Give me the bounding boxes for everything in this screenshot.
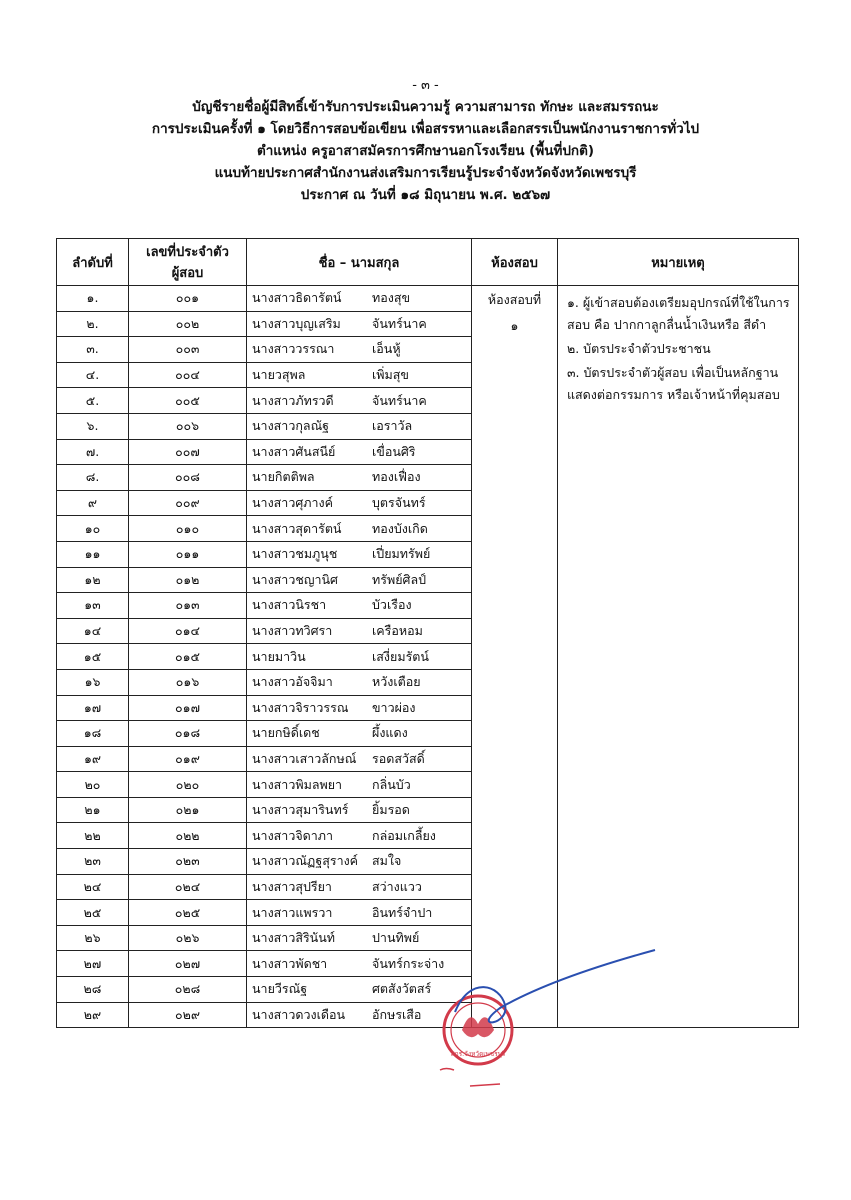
cell-order: ๑๔ bbox=[57, 618, 129, 644]
cell-exam-id: ๐๑๔ bbox=[129, 618, 247, 644]
cell-exam-id: ๐๒๒ bbox=[129, 823, 247, 849]
cell-order: ๑๕ bbox=[57, 644, 129, 670]
cell-order: ๒๕ bbox=[57, 900, 129, 926]
first-name: นายมาวิน bbox=[252, 648, 306, 664]
cell-exam-id: ๐๒๓ bbox=[129, 849, 247, 875]
first-name: นางสาวสุดารัตน์ bbox=[252, 520, 342, 536]
cell-order: ๒๘ bbox=[57, 977, 129, 1003]
last-name: บัวเรือง bbox=[372, 597, 412, 613]
cell-order: ๒๔ bbox=[57, 874, 129, 900]
first-name: นางสาวกุลณัฐ bbox=[252, 418, 330, 434]
cell-order: ๒. bbox=[57, 311, 129, 337]
last-name: สมใจ bbox=[372, 853, 402, 869]
last-name: เครือหอม bbox=[372, 623, 423, 639]
cell-order: ๒๐ bbox=[57, 772, 129, 798]
first-name: นางสาววรรณา bbox=[252, 341, 335, 357]
last-name: เอราวัล bbox=[372, 418, 413, 434]
last-name: อักษรเสือ bbox=[372, 1006, 422, 1022]
seal-mark bbox=[470, 1084, 500, 1086]
first-name: นางสาวณัฏฐสุรางค์ bbox=[252, 853, 359, 869]
first-name: นางสาวชมภูนุช bbox=[252, 546, 338, 562]
last-name: ทองสุข bbox=[372, 290, 411, 306]
cell-exam-id: ๐๑๑ bbox=[129, 541, 247, 567]
cell-order: ๑๐ bbox=[57, 516, 129, 542]
cell-exam-id: ๐๑๙ bbox=[129, 746, 247, 772]
first-name: นางสาวเสาวลักษณ์ bbox=[252, 750, 357, 766]
cell-exam-id: ๐๐๕ bbox=[129, 388, 247, 414]
first-name: นางสาวสิรินันท์ bbox=[252, 930, 336, 946]
header-order: ลำดับที่ bbox=[57, 239, 129, 286]
seal-text: สกร.จังหวัดเพชรบุรี bbox=[450, 1050, 506, 1058]
room-number: ๑ bbox=[510, 318, 519, 333]
cell-order: ๒๙ bbox=[57, 1002, 129, 1028]
cell-order: ๑๓ bbox=[57, 593, 129, 619]
last-name: ทรัพย์ศิลป์ bbox=[372, 571, 427, 587]
note-item: ๓. บัตรประจำตัวผู้สอบ เพื่อเป็นหลักฐานแสดงต่อกรรมการ หรือเจ้าหน้าที่คุมสอบ bbox=[567, 365, 780, 402]
cell-order: ๗. bbox=[57, 439, 129, 465]
header-exam-id-line-1: เลขที่ประจำตัว bbox=[146, 245, 229, 260]
last-name: ทองเฟื่อง bbox=[372, 469, 421, 485]
cell-exam-id: ๐๒๔ bbox=[129, 874, 247, 900]
cell-exam-id: ๐๑๘ bbox=[129, 721, 247, 747]
heading-line-1: บัญชีรายชื่อผู้มีสิทธิ์เข้ารับการประเมินความรู้ ความสามารถ ทักษะ และสมรรถนะ bbox=[192, 99, 659, 115]
cell-order: ๙ bbox=[57, 490, 129, 516]
first-name: นางสาวพิมลพยา bbox=[252, 776, 343, 792]
last-name: ขาวผ่อง bbox=[372, 699, 416, 715]
last-name: บุตรจันทร์ bbox=[372, 495, 426, 511]
first-name: นางสาวธิดารัตน์ bbox=[252, 290, 342, 306]
first-name: นางสาวแพรวา bbox=[252, 904, 333, 920]
last-name: ยิ้มรอด bbox=[372, 802, 410, 818]
cell-exam-id: ๐๑๓ bbox=[129, 593, 247, 619]
cell-order: ๕. bbox=[57, 388, 129, 414]
header-name: ชื่อ – นามสกุล bbox=[247, 239, 472, 286]
last-name: จันทร์กระจ่าง bbox=[372, 955, 445, 971]
cell-exam-id: ๐๑๐ bbox=[129, 516, 247, 542]
room-label: ห้องสอบที่ bbox=[487, 292, 542, 307]
first-name: นางสาวสุมารินทร์ bbox=[252, 802, 349, 818]
cell-order: ๑๙ bbox=[57, 746, 129, 772]
cell-order: ๖. bbox=[57, 413, 129, 439]
cell-exam-id: ๐๐๖ bbox=[129, 413, 247, 439]
first-name: นางสาวนิรชา bbox=[252, 597, 327, 613]
heading-line-2: การประเมินครั้งที่ ๑ โดยวิธีการสอบข้อเขียน เพื่อสรรหาและเลือกสรรเป็นพนักงานราชการทั่วไป bbox=[151, 121, 700, 137]
first-name: นายกิตติพล bbox=[252, 469, 315, 485]
first-name: นางสาวดวงเดือน bbox=[252, 1006, 346, 1022]
first-name: นางสาวอัจจิมา bbox=[252, 674, 333, 690]
last-name: อินทร์จำปา bbox=[372, 904, 433, 920]
cell-order: ๑. bbox=[57, 286, 129, 312]
cell-exam-id: ๐๐๔ bbox=[129, 362, 247, 388]
cell-order: ๑๘ bbox=[57, 721, 129, 747]
heading-line-5: ประกาศ ณ วันที่ ๑๘ มิถุนายน พ.ศ. ๒๕๖๗ bbox=[300, 187, 551, 203]
header-exam-id-line-2: ผู้สอบ bbox=[171, 266, 204, 281]
cell-order: ๑๖ bbox=[57, 669, 129, 695]
cell-order: ๓. bbox=[57, 337, 129, 363]
cell-order: ๘. bbox=[57, 465, 129, 491]
cell-exam-id: ๐๒๐ bbox=[129, 772, 247, 798]
cell-exam-id: ๐๑๕ bbox=[129, 644, 247, 670]
first-name: นางสาวทวิศรา bbox=[252, 623, 333, 639]
first-name: นางสาวภัทรวดี bbox=[252, 392, 334, 408]
last-name: หวังเตือย bbox=[372, 674, 421, 690]
last-name: ผึ้งแดง bbox=[372, 725, 408, 741]
cell-order: ๑๒ bbox=[57, 567, 129, 593]
cell-order: ๒๖ bbox=[57, 925, 129, 951]
heading-line-3: ตำแหน่ง ครูอาสาสมัครการศึกษานอกโรงเรียน (พื้นที่ปกติ) bbox=[256, 143, 595, 159]
last-name: เพิ่มสุข bbox=[372, 367, 409, 383]
first-name: นางสาวจิราวรรณ bbox=[252, 699, 349, 715]
cell-exam-id: ๐๐๗ bbox=[129, 439, 247, 465]
note-item: ๑. ผู้เข้าสอบต้องเตรียมอุปกรณ์ที่ใช้ในการสอบ คือ ปากกาลูกลื่นน้ำเงินหรือ สีดำ bbox=[567, 295, 790, 332]
page-number: - ๓ - bbox=[412, 78, 439, 93]
cell-order: ๒๑ bbox=[57, 797, 129, 823]
last-name: ทองบังเกิด bbox=[372, 520, 428, 536]
cell-exam-id: ๐๐๒ bbox=[129, 311, 247, 337]
last-name: สว่างแวว bbox=[372, 878, 422, 894]
cell-exam-id: ๐๐๓ bbox=[129, 337, 247, 363]
first-name: นายกษิดิ์เดช bbox=[252, 725, 320, 741]
last-name: เขื่อนศิริ bbox=[372, 443, 416, 459]
last-name: กล่อมเกลี้ยง bbox=[372, 827, 436, 843]
last-name: รอดสวัสดิ์ bbox=[372, 750, 425, 766]
cell-exam-id: ๐๒๗ bbox=[129, 951, 247, 977]
last-name: จันทร์นาค bbox=[372, 392, 427, 408]
first-name: นายวสุพล bbox=[252, 367, 306, 383]
cell-order: ๑๗ bbox=[57, 695, 129, 721]
cell-order: ๔. bbox=[57, 362, 129, 388]
seal-underline bbox=[440, 1069, 454, 1071]
first-name: นางสาวสุปรียา bbox=[252, 878, 332, 894]
first-name: นางสาวพัดชา bbox=[252, 955, 328, 971]
note-item: ๒. บัตรประจำตัวประชาชน bbox=[567, 341, 711, 356]
cell-exam-id: ๐๑๖ bbox=[129, 669, 247, 695]
header-room: ห้องสอบ bbox=[472, 239, 558, 286]
cell-exam-id: ๐๐๑ bbox=[129, 286, 247, 312]
heading-line-4: แนบท้ายประกาศสำนักงานส่งเสริมการเรียนรู้ประจำจังหวัดจังหวัดเพชรบุรี bbox=[214, 165, 637, 181]
cell-exam-id: ๐๐๘ bbox=[129, 465, 247, 491]
cell-exam-id: ๐๐๙ bbox=[129, 490, 247, 516]
last-name: เอ็นหู้ bbox=[372, 341, 401, 357]
last-name: ปานทิพย์ bbox=[372, 930, 420, 946]
last-name: กลิ่นบัว bbox=[372, 776, 411, 792]
first-name: นางสาวจิดาภา bbox=[252, 827, 334, 843]
header-note: หมายเหตุ bbox=[558, 239, 799, 286]
last-name: เปี่ยมทรัพย์ bbox=[372, 546, 431, 562]
first-name: นางสาวบุญเสริม bbox=[252, 315, 341, 331]
cell-exam-id: ๐๒๘ bbox=[129, 977, 247, 1003]
first-name: นายวีรณัฐ bbox=[252, 981, 308, 997]
last-name: ศตสังวัตสร์ bbox=[372, 981, 432, 997]
last-name: เสงี่ยมรัตน์ bbox=[372, 648, 429, 664]
cell-order: ๑๑ bbox=[57, 541, 129, 567]
signature-stroke bbox=[455, 950, 655, 1022]
cell-exam-id: ๐๒๖ bbox=[129, 925, 247, 951]
cell-exam-id: ๐๒๙ bbox=[129, 1002, 247, 1028]
cell-order: ๒๓ bbox=[57, 849, 129, 875]
cell-order: ๒๗ bbox=[57, 951, 129, 977]
cell-exam-id: ๐๒๑ bbox=[129, 797, 247, 823]
cell-order: ๒๒ bbox=[57, 823, 129, 849]
cell-exam-id: ๐๑๒ bbox=[129, 567, 247, 593]
last-name: จันทร์นาค bbox=[372, 315, 427, 331]
first-name: นางสาวชญานิศ bbox=[252, 571, 338, 587]
first-name: นางสาวศันสนีย์ bbox=[252, 443, 336, 459]
cell-exam-id: ๐๑๗ bbox=[129, 695, 247, 721]
first-name: นางสาวศุภางค์ bbox=[252, 495, 333, 511]
cell-exam-id: ๐๒๕ bbox=[129, 900, 247, 926]
